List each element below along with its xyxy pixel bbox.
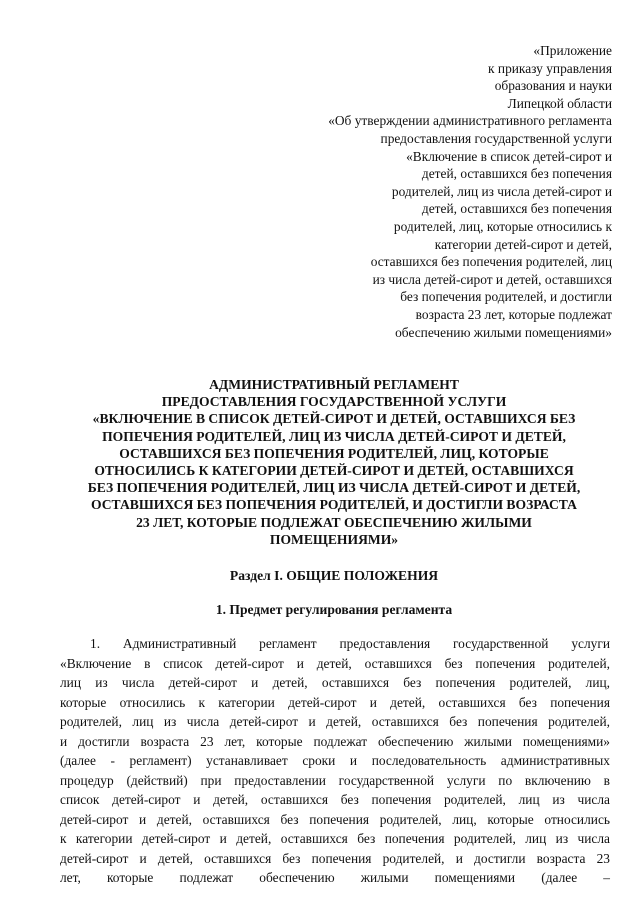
title-line: 23 ЛЕТ, КОТОРЫЕ ПОДЛЕЖАТ ОБЕСПЕЧЕНИЮ ЖИЛЫМИ (136, 514, 532, 530)
title-line: АДМИНИСТРАТИВНЫЙ РЕГЛАМЕНТ (209, 377, 459, 392)
body-line: лиц из числа детей-сирот и детей, оставшихся без попечения родителей, лиц, (60, 675, 610, 690)
appendix-line: «Приложение (533, 43, 612, 58)
title-line: ПОМЕЩЕНИЯМИ» (269, 531, 399, 547)
title-line: ОТНОСИЛИСЬ К КАТЕГОРИИ ДЕТЕЙ-СИРОТ И ДЕТЕЙ, ОСТАВШИХСЯ (94, 463, 574, 479)
appendix-line: обеспечению жилыми помещениями» (395, 324, 612, 340)
body-paragraph (60, 634, 610, 888)
title-line: ОСТАВШИХСЯ БЕЗ ПОПЕЧЕНИЯ РОДИТЕЛЕЙ, ЛИЦ, КОТОРЫЕ (119, 445, 549, 461)
body-line: список детей-сирот и детей, оставшихся без попечения родителей, лиц из числа (60, 792, 610, 807)
body-line: (далее - регламент) устанавливает сроки и последовательность административных (60, 753, 610, 768)
subsection-heading: 1. Предмет регулирования регламента (215, 602, 453, 617)
title-line: «ВКЛЮЧЕНИЕ В СПИСОК ДЕТЕЙ-СИРОТ И ДЕТЕЙ, ОСТАВШИХСЯ БЕЗ (92, 411, 576, 427)
appendix-line: детей, оставшихся без попечения (421, 166, 612, 182)
appendix-line: Липецкой области (507, 95, 612, 111)
appendix-line: к приказу управления (488, 60, 612, 76)
title-line: ПРЕДОСТАВЛЕНИЯ ГОСУДАРСТВЕННОЙ УСЛУГИ (161, 394, 507, 410)
appendix-line: без попечения родителей, и достигли (400, 289, 612, 305)
appendix-block (252, 42, 612, 341)
body-line: к категории детей-сирот и детей, оставшихся без попечения родителей, лиц из числа (60, 831, 610, 846)
appendix-line: образования и науки (494, 78, 612, 94)
title-line: ПОПЕЧЕНИЯ РОДИТЕЛЕЙ, ЛИЦ ИЗ ЧИСЛА ДЕТЕЙ-СИРОТ И ДЕТЕЙ, (102, 428, 566, 444)
body-line: детей-сирот и детей, оставшихся без попечения родителей, лиц, которые относились (60, 811, 610, 827)
appendix-line: «Об утверждении административного регламента (328, 113, 612, 129)
appendix-line: оставшихся без попечения родителей, лиц (370, 254, 612, 270)
body-line: детей-сирот и детей, оставшихся без попечения родителей, и достигли возраста 23 (60, 850, 610, 866)
regulation-title (58, 376, 610, 548)
title-line: БЕЗ ПОПЕЧЕНИЯ РОДИТЕЛЕЙ, ЛИЦ ИЗ ЧИСЛА ДЕТЕЙ-СИРОТ И ДЕТЕЙ, (87, 480, 581, 496)
title-line: ОСТАВШИХСЯ БЕЗ ПОПЕЧЕНИЯ РОДИТЕЛЕЙ, И ДОСТИГЛИ ВОЗРАСТА (91, 497, 577, 513)
appendix-line: родителей, лиц, которые относились к (393, 218, 612, 234)
body-line: процедур (действий) при предоставлении государственной услуги по включению в (60, 772, 610, 788)
body-line: «Включение в список детей-сирот и детей, оставшихся без попечения родителей, (60, 655, 610, 671)
body-line: 1. Административный регламент предоставления государственной услуги (90, 636, 610, 651)
body-line: которые относились к категории детей-сирот и детей, оставшихся без попечения (60, 694, 610, 710)
appendix-line: из числа детей-сирот и детей, оставшихся (372, 271, 612, 287)
body-line: лет, которые подлежат обеспечению жилыми помещениями (далее – (60, 870, 610, 885)
appendix-line: возраста 23 лет, которые подлежат (415, 306, 612, 322)
appendix-line: детей, оставшихся без попечения (421, 201, 612, 217)
body-line: и достигли возраста 23 лет, которые подлежат обеспечению жилыми помещениями» (60, 733, 610, 749)
appendix-line: «Включение в список детей-сирот и (406, 148, 612, 164)
section-heading: Раздел I. ОБЩИЕ ПОЛОЖЕНИЯ (229, 568, 439, 583)
body-line: родителей, лиц из числа детей-сирот и детей, оставшихся без попечения родителей, (60, 714, 610, 729)
appendix-line: предоставления государственной услуги (380, 130, 612, 146)
appendix-line: родителей, лиц из числа детей-сирот и (391, 183, 612, 199)
appendix-line: категории детей-сирот и детей, (434, 236, 612, 252)
